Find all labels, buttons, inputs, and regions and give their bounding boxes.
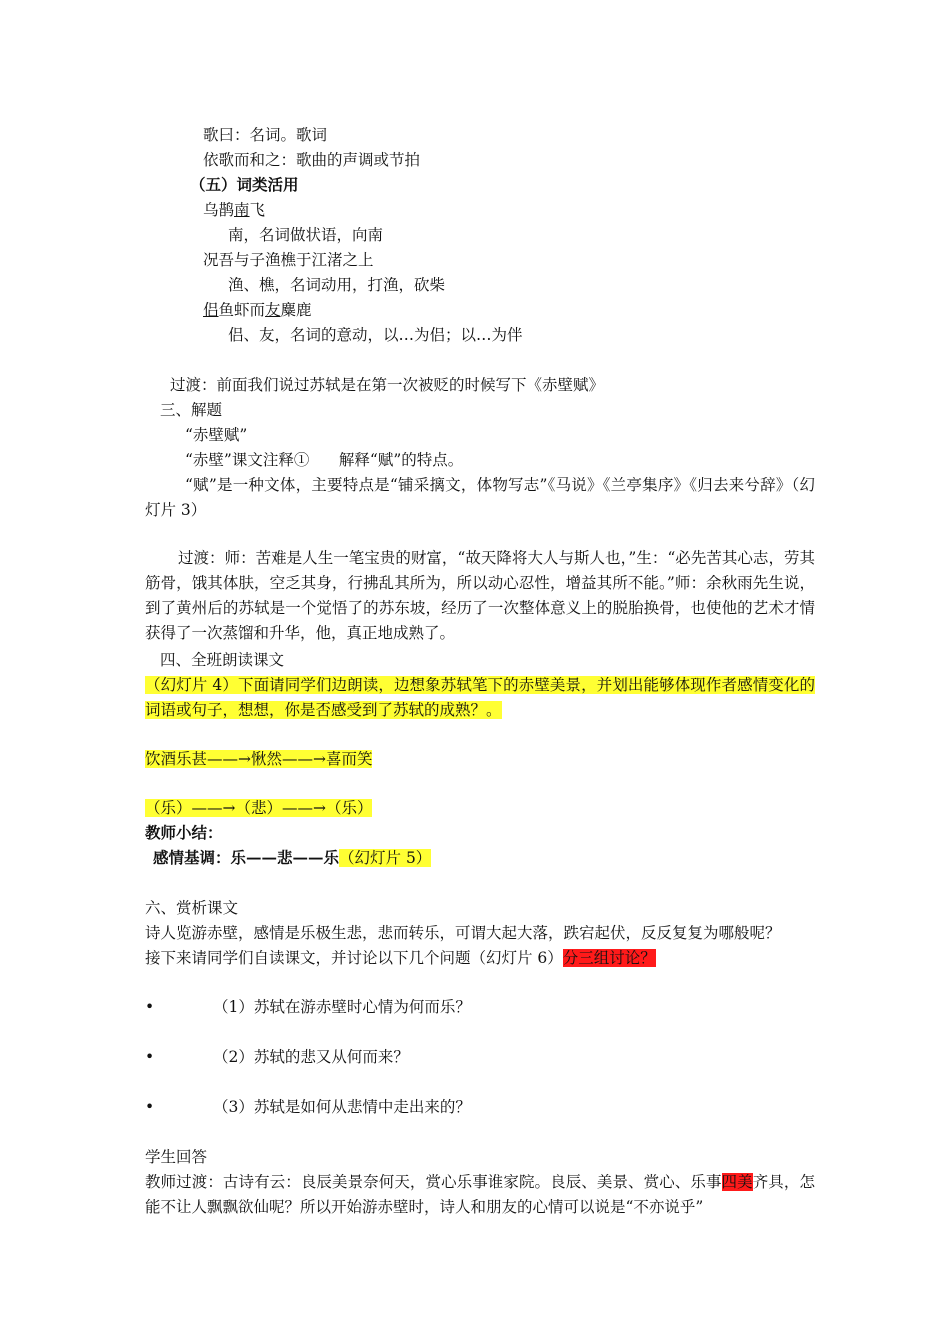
example-text: 鱼虾而 <box>218 301 266 319</box>
bullet-icon: • <box>145 1098 155 1116</box>
example-sentence <box>203 199 265 221</box>
red-highlight: 分三组讨论？ <box>562 949 656 967</box>
teacher-text: 齐具，怎能不让人飘飘欲仙呢？所以开始游赤壁时，诗人和朋友的心情可以说是“不亦说乎” <box>145 1173 815 1216</box>
example-text: 麋鹿 <box>280 301 312 319</box>
teacher-text: 教师过渡：古诗有云：良辰美景奈何天，赏心乐事谁家院。良辰、美景、赏心、乐事 <box>145 1173 722 1191</box>
teacher-transition-paragraph <box>145 1170 815 1220</box>
instruction-paragraph <box>145 673 815 723</box>
note-line: 歌曰：名词。歌词 <box>203 126 328 144</box>
summary-label: 教师小结： <box>145 823 223 842</box>
highlighted-instruction: （幻灯片 4）下面请同学们边朗读，边想象苏轼笔下的赤壁美景，并划出能够体现作者感情变化的词语或句子，想想，你是否感受到了苏轼的成熟？。 <box>145 676 815 719</box>
section-heading: 六、赏析课文 <box>145 899 239 917</box>
title-text: “赤壁赋” <box>185 426 248 444</box>
student-answer-label: 学生回答 <box>145 1148 208 1166</box>
red-highlight: 四美 <box>721 1173 753 1191</box>
example-underlined: 侣 <box>203 301 219 319</box>
emotion-flow <box>145 748 372 770</box>
example-sentence <box>203 299 312 321</box>
note-text: “赤壁”课文注释① 解释“赋”的特点。 <box>185 451 464 469</box>
note-line: 依歌而和之：歌曲的声调或节拍 <box>203 151 421 169</box>
example-underlined: 南 <box>234 201 250 219</box>
question-item: （2）苏轼的悲又从何而来？ <box>213 1048 409 1066</box>
example-text: 飞 <box>249 201 266 219</box>
tone-text: 感情基调：乐——悲——乐 <box>153 848 340 867</box>
slide-reference: （幻灯片 5） <box>339 849 432 867</box>
section-heading: 三、解题 <box>160 401 223 419</box>
bullet-icon: • <box>145 1048 155 1066</box>
emotional-tone <box>153 847 431 869</box>
emotion-flow <box>145 797 372 819</box>
question-item: （3）苏轼是如何从悲情中走出来的？ <box>213 1098 471 1116</box>
bullet-icon: • <box>145 998 155 1016</box>
example-note: 侣、友，名词的意动，以…为侣；以…为伴 <box>228 326 523 344</box>
note-paragraph: “赋”是一种文体，主要特点是“铺采摛文，体物写志”《马说》《兰亭集序》《归去来兮辞》（幻灯片 3） <box>145 476 815 519</box>
example-underlined: 友 <box>265 301 281 319</box>
intro-text: 诗人览游赤壁，感情是乐极生悲，悲而转乐，可谓大起大落，跌宕起伏，反反复复为哪般呢？ <box>145 924 781 942</box>
task-main: 接下来请同学们自读课文，并讨论以下几个问题（幻灯片 6） <box>145 949 563 967</box>
task-text <box>145 947 656 969</box>
example-note: 渔、樵，名词动用，打渔，砍柴 <box>228 276 446 294</box>
example-sentence: 况吾与子渔樵于江渚之上 <box>203 251 374 269</box>
section-heading: （五）词类活用 <box>190 175 299 194</box>
transition-text: 过渡：前面我们说过苏轼是在第一次被贬的时候写下《赤壁赋》 <box>170 376 605 394</box>
example-note: 南，名词做状语，向南 <box>228 226 384 244</box>
highlighted-flow: 饮酒乐甚——→愀然——→喜而笑 <box>145 750 373 768</box>
transition-paragraph: 过渡：师：苦难是人生一笔宝贵的财富，“故天降将大人与斯人也，”生：“必先苦其心志，劳其筋骨，饿其体肤，空乏其身，行拂乱其所为，所以动心忍性，增益其所不能。”师：余秋雨先生说，到了黄州后的苏轼是一个觉悟了的苏东坡，经历了一次整体意义上的脱胎换骨，也使他的艺术才情获得了一次蒸馏和升华，他，真正地成熟了。 <box>145 549 815 642</box>
question-item: （1）苏轼在游赤壁时心情为何而乐？ <box>213 998 471 1016</box>
example-text: 乌鹊 <box>203 201 235 219</box>
highlighted-flow: （乐）——→（悲）——→（乐） <box>145 799 373 817</box>
section-heading: 四、全班朗读课文 <box>160 651 285 669</box>
